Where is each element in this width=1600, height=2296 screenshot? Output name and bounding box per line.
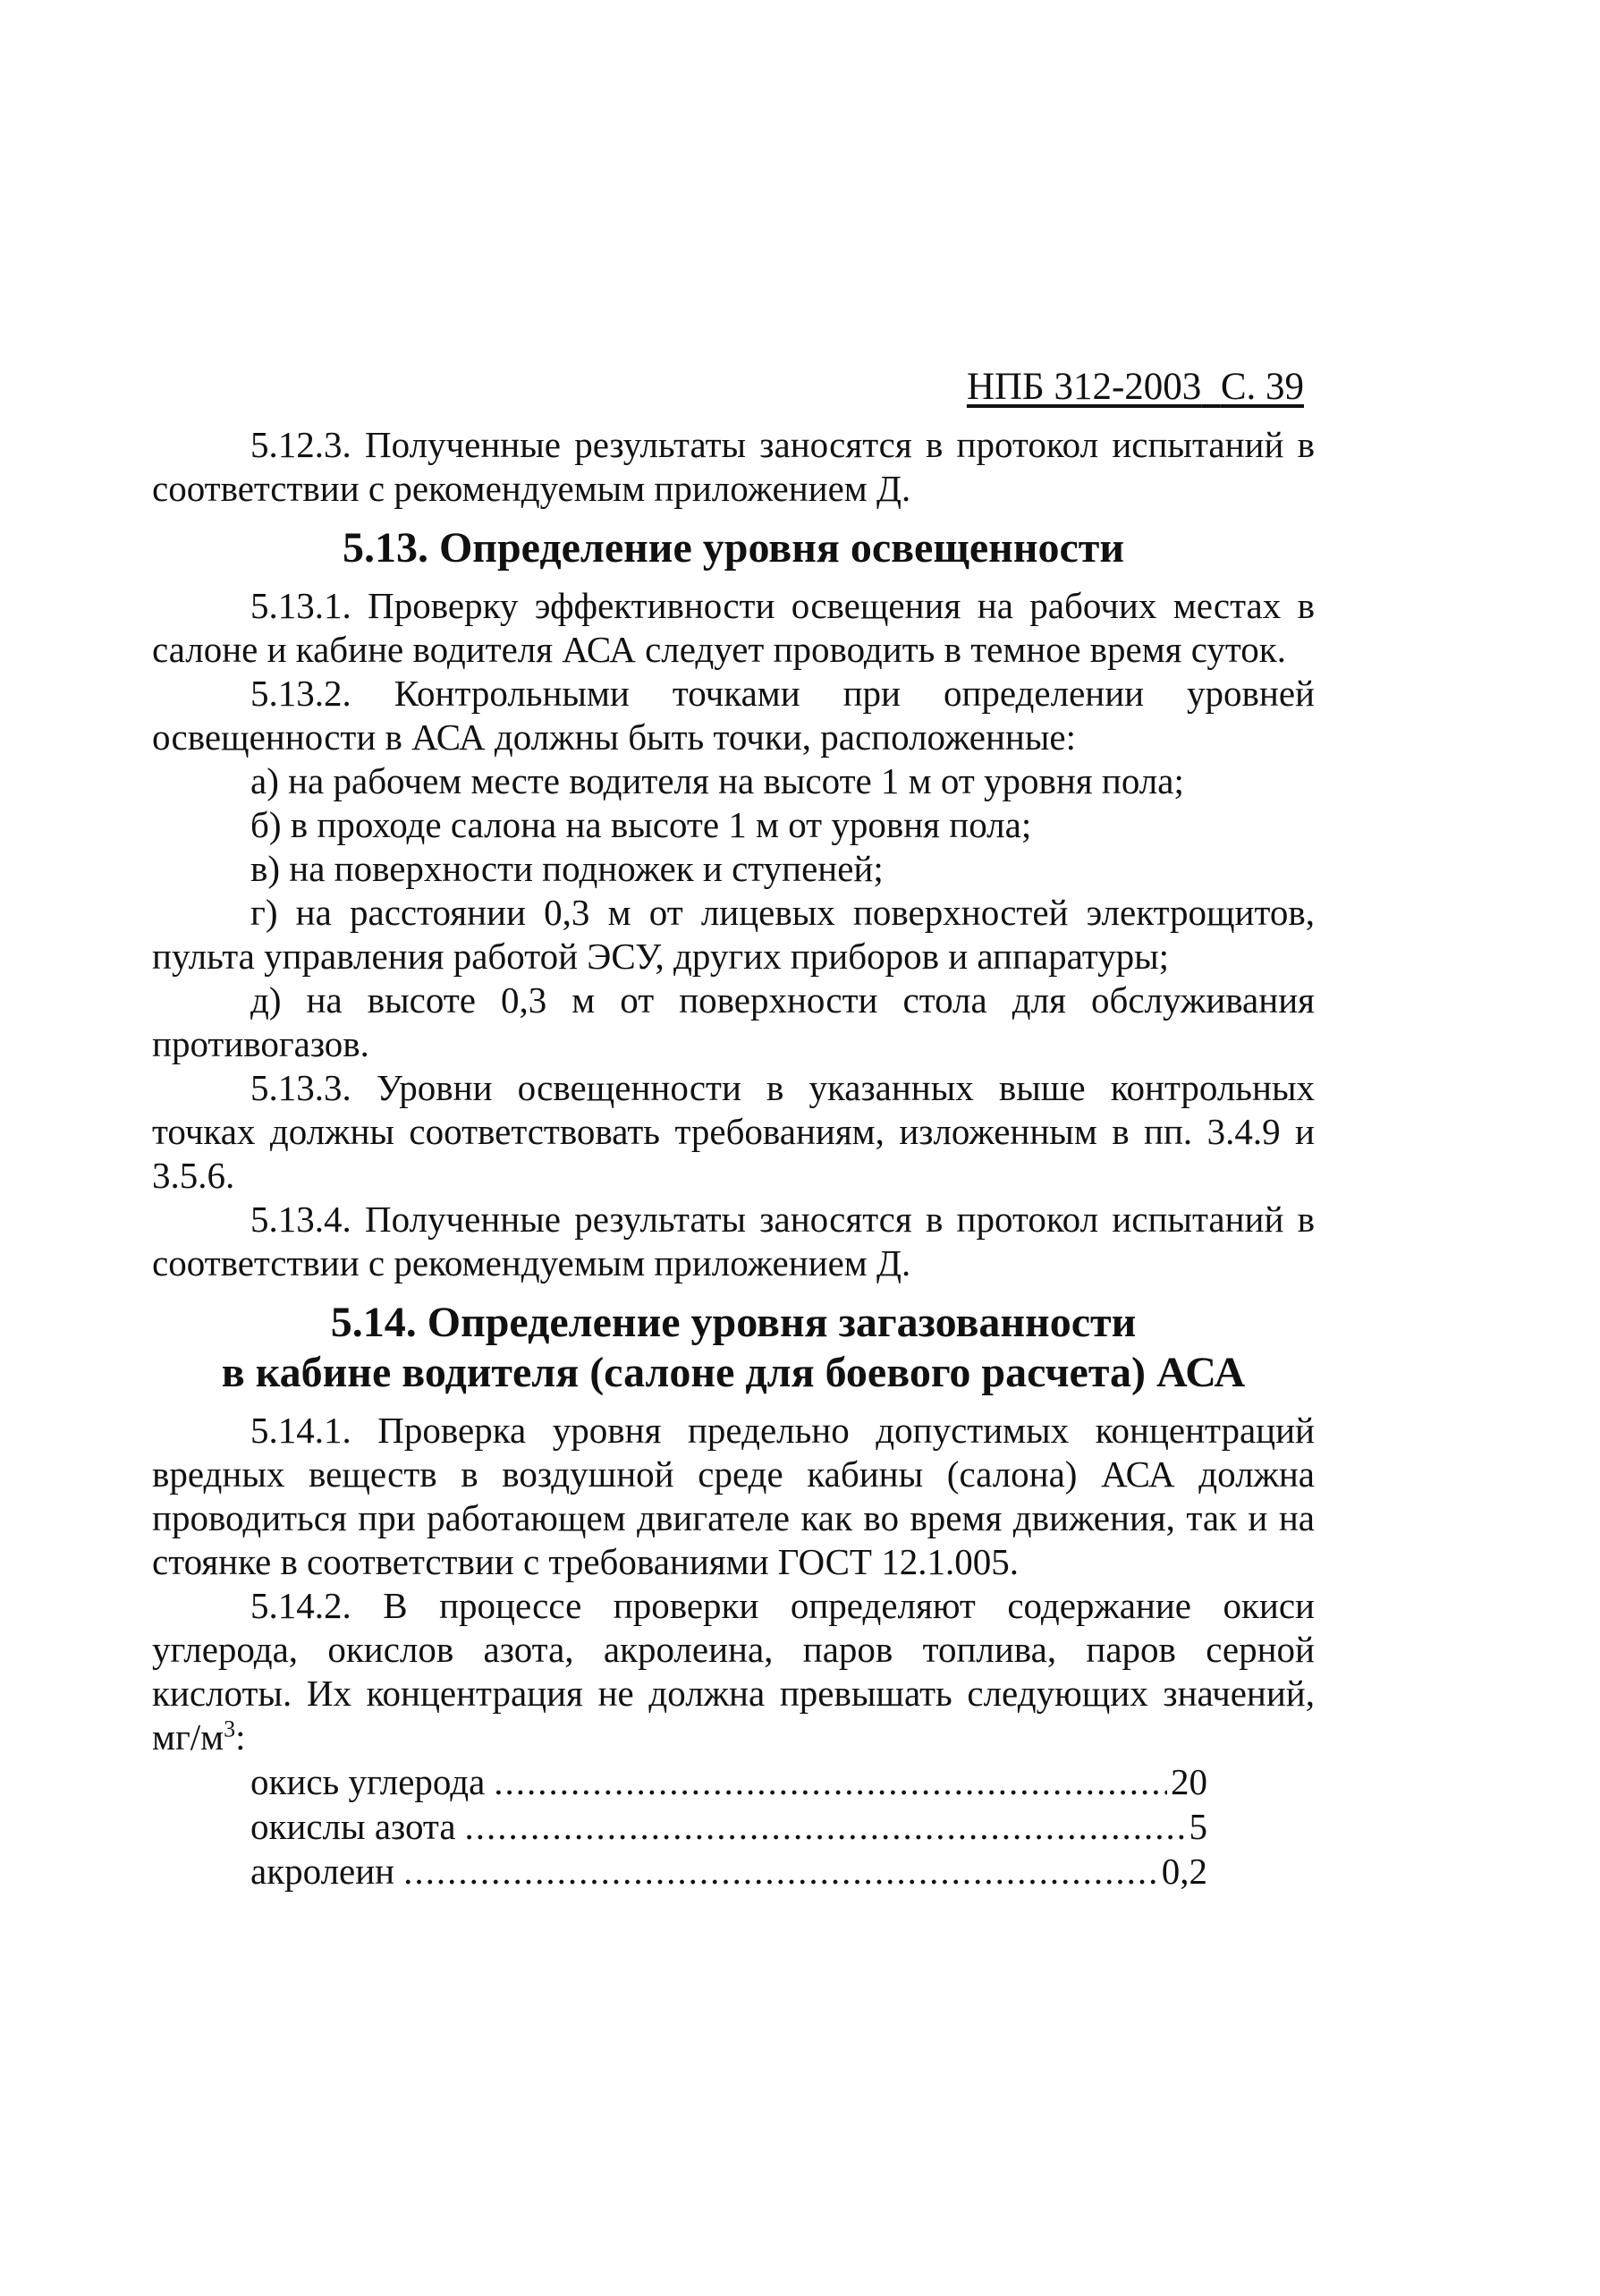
list-item-g: г) на расстоянии 0,3 м от лицевых поверхностей электрощитов, пульта управления работой ЭСУ, других приборов и аппаратуры; (152, 892, 1315, 977)
page-header (152, 362, 1315, 412)
limit-name: окислы азота (250, 1806, 456, 1847)
list-item-a: а) на рабочем месте водителя на высоте 1 м от уровня пола; (250, 760, 1184, 801)
limit-value: 20 (1171, 1761, 1207, 1802)
limit-row (250, 1804, 1207, 1849)
superscript-3: 3 (224, 1716, 236, 1742)
paragraph-5-14-2-text: 5.14.2. В процессе проверки определяют содержание окиси углерода, окислов азота, акролеина, паров топлива, паров серной кислоты. Их концентрация не должна превышать следующих значений, мг/м (152, 1585, 1315, 1758)
page-number: С. 39 (1220, 366, 1304, 408)
limit-row (250, 1759, 1207, 1804)
limits-list (250, 1759, 1207, 1894)
paragraph-5-13-4: 5.13.4. Полученные результаты заносятся в протокол испытаний в соответствии с рекомендуемым приложением Д. (152, 1199, 1315, 1284)
heading-5-13: 5.13. Определение уровня освещенности (342, 524, 1125, 572)
heading-5-14-line2: в кабине водителя (салоне для боевого расчета) АСА (221, 1349, 1246, 1396)
doc-code: НПБ 312-2003 (966, 366, 1202, 408)
document-page (152, 362, 1315, 1894)
list-item-v: в) на поверхности подножек и ступеней; (250, 848, 884, 889)
leader-dots (494, 1759, 1167, 1804)
leader-dots (403, 1849, 1158, 1894)
paragraph-5-13-1: 5.13.1. Проверку эффективности освещения на рабочих местах в салоне и кабине водителя АСА следует проводить в темное время суток. (152, 585, 1315, 670)
limit-name: окись углерода (250, 1761, 486, 1802)
limit-value: 5 (1189, 1806, 1207, 1847)
paragraph-5-14-2-colon: : (235, 1716, 246, 1758)
leader-dots (465, 1804, 1186, 1849)
paragraph-5-13-2: 5.13.2. Контрольными точками при определении уровней освещенности в АСА должны быть точки, расположенные: (152, 673, 1315, 758)
heading-5-14-line1: 5.14. Определение уровня загазованности (330, 1299, 1137, 1346)
limit-value: 0,2 (1161, 1851, 1207, 1892)
limit-row (250, 1849, 1207, 1894)
paragraph-5-14-2 (152, 1584, 1315, 1759)
list-item-d: д) на высоте 0,3 м от поверхности стола для обслуживания противогазов. (152, 979, 1315, 1064)
limit-name: акролеин (250, 1851, 395, 1892)
paragraph-5-13-3: 5.13.3. Уровни освещенности в указанных выше контрольных точках должны соответствовать требованиям, изложенным в пп. 3.4.9 и 3.5.6. (152, 1067, 1315, 1196)
paragraph-5-12-3: 5.12.3. Полученные результаты заносятся в протокол испытаний в соответствии с рекомендуемым приложением Д. (152, 424, 1315, 509)
paragraph-5-14-1: 5.14.1. Проверка уровня предельно допустимых концентраций вредных веществ в воздушной среде кабины (салона) АСА должна проводиться при работающем двигателе как во время движения, так и на стоянке в соответствии с требованиями ГОСТ 12.1.005. (152, 1410, 1315, 1582)
list-item-b: б) в проходе салона на высоте 1 м от уровня пола; (250, 804, 1032, 845)
heading-5-14 (152, 1298, 1315, 1398)
